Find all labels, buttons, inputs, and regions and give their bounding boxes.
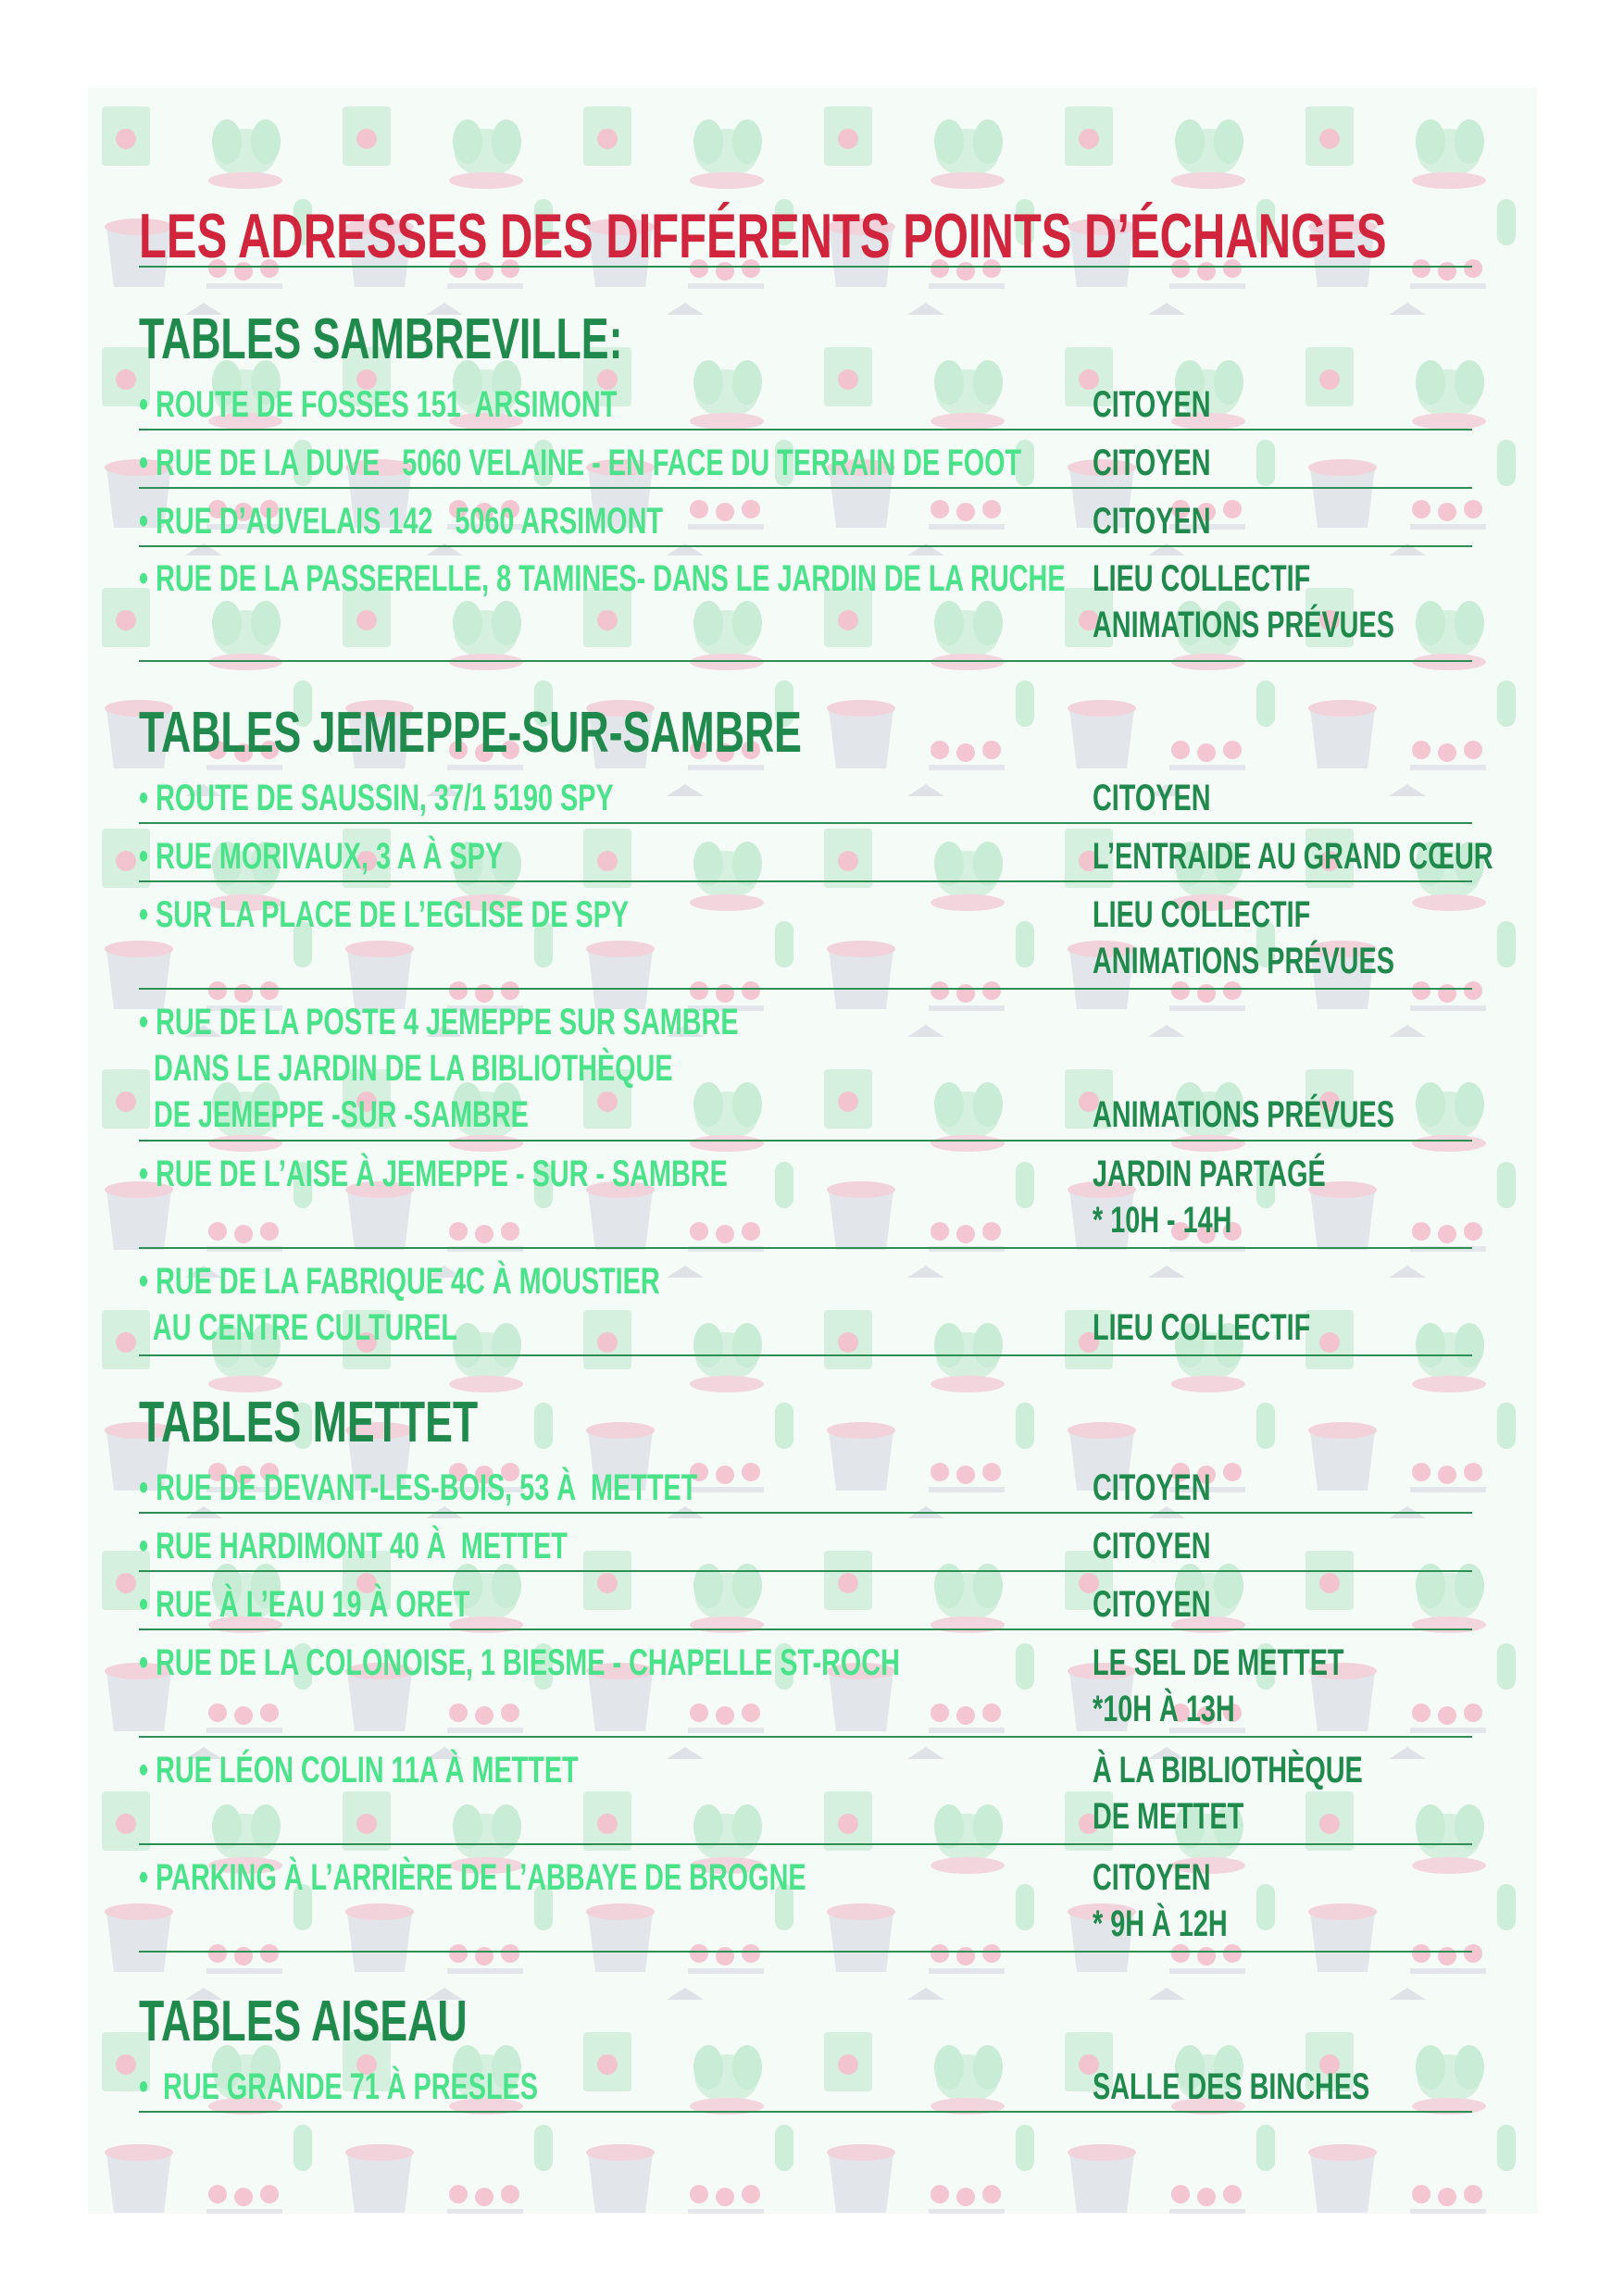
entry-address: • RUE LÉON COLIN 11A À METTET	[139, 1750, 579, 1791]
entry-type: CITOYEN	[1093, 1467, 1211, 1508]
entry-address: • RUE MORIVAUX, 3 A À SPY	[139, 836, 504, 877]
entry-row	[139, 1747, 1472, 1845]
content	[139, 88, 1493, 2214]
entry-address: • RUE DE LA PASSERELLE, 8 TAMINES- DANS LE JARDIN DE LA RUCHE	[139, 558, 1066, 599]
entry-row	[139, 555, 1472, 662]
entry-row	[139, 381, 1472, 430]
entry-type: CITOYEN	[1093, 501, 1211, 542]
entry-address: • ROUTE DE SAUSSIN, 37/1 5190 SPY	[139, 778, 614, 818]
entry-address: • RUE DE LA COLONOISE, 1 BIESME - CHAPELLE ST-ROCH	[139, 1642, 900, 1683]
entry-row	[139, 892, 1472, 990]
entry-address: • RUE HARDIMONT 40 À METTET	[139, 1526, 568, 1566]
entry-type: CITOYEN * 9H À 12H	[1093, 1857, 1228, 1944]
entry-type: SALLE DES BINCHES	[1093, 2066, 1370, 2107]
entry-row	[139, 833, 1493, 882]
title-divider	[139, 266, 1472, 268]
entry-type: LIEU COLLECTIF	[1093, 1307, 1311, 1348]
entry-row	[139, 1581, 1472, 1630]
entry-row	[139, 440, 1472, 489]
section-title-sambreville: TABLES SAMBREVILLE:	[139, 307, 623, 371]
section-title-mettet: TABLES METTET	[139, 1391, 479, 1454]
entry-type: CITOYEN	[1093, 443, 1211, 483]
entry-address: • ROUTE DE FOSSES 151 ARSIMONT	[139, 384, 618, 425]
entry-address: • RUE DE DEVANT-LES-BOIS, 53 À METTET	[139, 1467, 698, 1508]
entry-address: • RUE GRANDE 71 À PRESLES	[139, 2066, 538, 2107]
entry-type: À LA BIBLIOTHÈQUE DE METTET	[1093, 1750, 1363, 1837]
entry-row	[139, 1151, 1472, 1249]
entry-type: LE SEL DE METTET *10H À 13H	[1093, 1642, 1344, 1729]
page-title: LES ADRESSES DES DIFFÉRENTS POINTS D’ÉCHANGES	[139, 201, 1387, 271]
entry-address: • PARKING À L’ARRIÈRE DE L’ABBAYE DE BROGNE	[139, 1857, 806, 1898]
entry-row	[139, 1465, 1472, 1514]
entry-row	[139, 999, 1472, 1142]
entry-type: CITOYEN	[1093, 384, 1211, 425]
entry-address: • RUE DE L’AISE À JEMEPPE - SUR - SAMBRE	[139, 1154, 728, 1194]
entry-row	[139, 2064, 1472, 2113]
entry-type: CITOYEN	[1093, 1526, 1211, 1566]
entry-row	[139, 498, 1472, 547]
entry-row	[139, 1258, 1472, 1356]
entry-address: • SUR LA PLACE DE L’EGLISE DE SPY	[139, 894, 630, 935]
entry-type: LIEU COLLECTIF ANIMATIONS PRÉVUES	[1093, 558, 1394, 645]
entry-type: L’ENTRAIDE AU GRAND CŒUR	[1093, 836, 1493, 877]
entry-address: • RUE DE LA DUVE 5060 VELAINE - EN FACE DU TERRAIN DE FOOT	[139, 443, 1022, 483]
entry-row	[139, 1640, 1472, 1738]
entry-type: JARDIN PARTAGÉ * 10H - 14H	[1093, 1154, 1326, 1241]
entry-type: ANIMATIONS PRÉVUES	[1093, 1094, 1394, 1135]
entry-address: • RUE À L’EAU 19 À ORET	[139, 1584, 470, 1625]
entry-row	[139, 775, 1472, 824]
section-title-jemeppe: TABLES JEMEPPE-SUR-SAMBRE	[139, 701, 802, 765]
entry-type: LIEU COLLECTIF ANIMATIONS PRÉVUES	[1093, 894, 1394, 981]
entry-address: • RUE DE LA FABRIQUE 4C À MOUSTIER AU CENTRE CULTUREL	[139, 1261, 660, 1348]
entry-type: CITOYEN	[1093, 1584, 1211, 1625]
section-title-aiseau: TABLES AISEAU	[139, 1990, 468, 2053]
entry-row	[139, 1523, 1472, 1572]
entry-row	[139, 1854, 1472, 1953]
entry-type: CITOYEN	[1093, 778, 1211, 818]
page-panel	[88, 88, 1537, 2214]
entry-address: • RUE D’AUVELAIS 142 5060 ARSIMONT	[139, 501, 663, 542]
entry-address: • RUE DE LA POSTE 4 JEMEPPE SUR SAMBRE DANS LE JARDIN DE LA BIBLIOTHÈQUE DE JEMEPPE -SUR -SAMBRE	[139, 1002, 739, 1135]
